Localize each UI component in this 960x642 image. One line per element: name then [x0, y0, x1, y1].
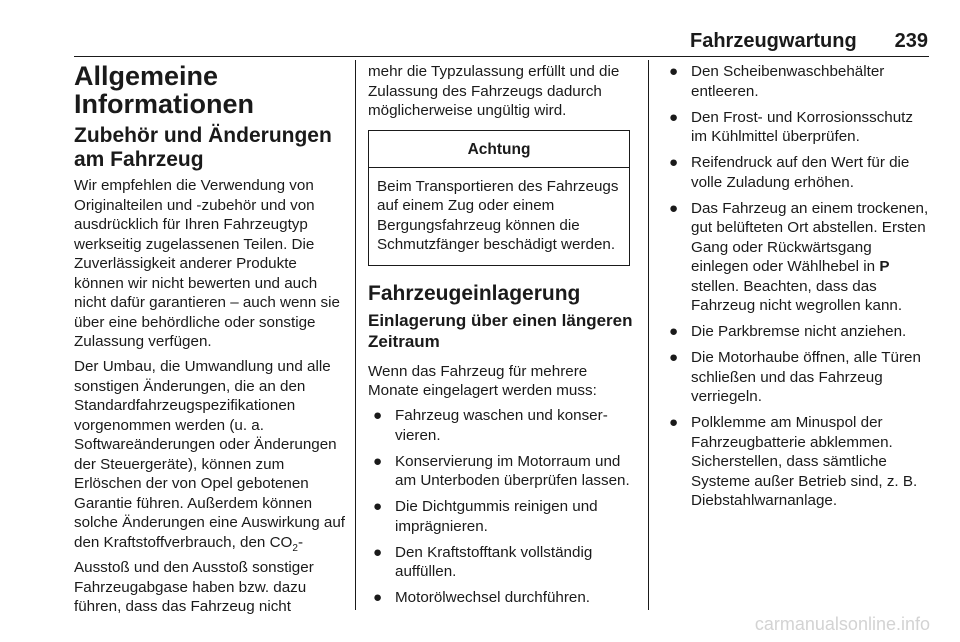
- list-item-text: Die Dichtgummis reinigen und imprägnieren.: [395, 498, 598, 535]
- column-divider: [648, 60, 649, 610]
- list-item-text: Die Parkbremse nicht anziehen.: [691, 323, 907, 340]
- page-number: 239: [894, 30, 928, 52]
- paragraph-text: -Ausstoß und den Ausstoß sonstiger Fahrzeugabgase haben bzw. dazu führen, dass das Fahrzeug nicht: [74, 533, 314, 616]
- warning-text: Beim Transportieren des Fahrzeugs auf einem Zug oder einem Bergungsfahrzeug können die Schmutzfänger beschädigt werden.: [377, 177, 619, 253]
- list-item: [368, 452, 636, 491]
- page-header: [690, 30, 928, 53]
- paragraph: mehr die Typzulassung erfüllt und die Zulassung des Fahrzeugs dadurch möglicherweise ungültig wird.: [368, 63, 620, 119]
- bullet-icon: ●: [669, 154, 679, 171]
- list-item-text: Den Kraftstofftank vollständig auffüllen.: [395, 543, 593, 580]
- column-middle: [368, 62, 636, 614]
- list-item-text: Den Scheibenwaschbehälter entleeren.: [691, 63, 885, 100]
- list-item: [664, 153, 932, 192]
- heading-general-information: Allgemeine Informationen: [74, 61, 254, 119]
- column-right: [664, 62, 932, 517]
- paragraph: [74, 357, 346, 617]
- list-item: [664, 199, 932, 316]
- bullet-icon: ●: [669, 108, 679, 126]
- list-item-text: Fahrzeug waschen und konservieren.: [395, 407, 608, 444]
- list-item-text: Konservierung im Motorraum und am Unterboden überprüfen lassen.: [395, 452, 630, 489]
- subscript: 2: [292, 542, 298, 554]
- heading-accessories: Zubehör und Änderungen am Fahrzeug: [74, 124, 332, 171]
- list-item: [664, 108, 932, 147]
- storage-list: [368, 406, 636, 608]
- watermark: carmanualsonline.info: [754, 614, 930, 634]
- list-item-text: Den Frost- und Korrosionsschutz im Kühlmittel überprüfen.: [691, 108, 913, 145]
- list-item-text: stellen. Beachten, dass das Fahrzeug nicht wegrollen kann.: [691, 277, 903, 314]
- list-item: [664, 348, 932, 407]
- warning-box: [368, 130, 630, 266]
- list-item-text: Die Motorhaube öffnen, alle Türen schließen und das Fahrzeug verriegeln.: [691, 349, 921, 405]
- heading-storage: Fahrzeugeinlagerung: [368, 281, 581, 305]
- bullet-icon: ●: [669, 63, 679, 80]
- storage-list-continued: [664, 62, 932, 511]
- bullet-icon: ●: [373, 452, 383, 470]
- list-item-text: Polklemme am Minuspol der Fahrzeugbatterie abklemmen. Sicherstellen, dass sämtliche Systeme außer Betrieb sind, z. B. Diebstahlwarnanlage.: [691, 414, 918, 509]
- list-item: [664, 62, 932, 101]
- list-item-text: Das Fahrzeug an einem trockenen, gut belüfteten Ort abstellen. Ersten Gang oder Rückwärtsgang einlegen oder Wählhebel in: [691, 199, 929, 275]
- list-item: [664, 322, 932, 342]
- bullet-icon: ●: [373, 589, 383, 606]
- section-title: Fahrzeugwartung: [690, 30, 857, 52]
- list-item-text: Reifendruck auf den Wert für die volle Zuladung erhöhen.: [691, 154, 910, 191]
- list-item: [664, 413, 932, 511]
- gear-position-label: P: [879, 258, 890, 275]
- paragraph-text: Der Umbau, die Umwandlung und alle sonstigen Änderungen, die an den Standardfahrzeugspezifikationen vorgenommen werden (u. a. Softwareänderungen oder Änderungen der Steuergeräte), können zum Erlöschen der von Opel gebotenen Garantie führen. Außerdem können solche Änderungen eine Auswirkung auf den Kraftstoffverbrauch, den CO: [74, 358, 346, 551]
- paragraph: Wir empfehlen die Verwendung von Originalteilen und -zubehör und von ausdrücklich für Ihren Fahrzeugtyp werkseitig zugelassenen Teilen. Die Zuverlässigkeit anderer Produkte können wir nicht bewerten und auch nicht dafür garantieren – auch wenn sie über eine behördliche oder sonstige Zulassung verfügen.: [74, 177, 340, 350]
- list-item: [368, 543, 636, 582]
- warning-title: Achtung: [369, 131, 629, 168]
- column-divider: [355, 60, 356, 610]
- header-rule: [74, 56, 929, 57]
- list-item-text: Motorölwechsel durchführen.: [395, 589, 591, 606]
- bullet-icon: ●: [373, 543, 383, 561]
- list-item: [368, 497, 636, 536]
- bullet-icon: ●: [669, 199, 679, 217]
- column-left: [74, 62, 346, 622]
- paragraph: Wenn das Fahrzeug für mehrere Monate eingelagert werden muss:: [368, 362, 597, 399]
- bullet-icon: ●: [373, 407, 383, 424]
- list-item: [368, 588, 636, 608]
- bullet-icon: ●: [669, 414, 679, 431]
- list-item: [368, 406, 636, 445]
- bullet-icon: ●: [669, 349, 679, 366]
- bullet-icon: ●: [669, 323, 679, 340]
- bullet-icon: ●: [373, 498, 383, 515]
- heading-long-term-storage: Einlagerung über einen längeren Zeitraum: [368, 310, 633, 351]
